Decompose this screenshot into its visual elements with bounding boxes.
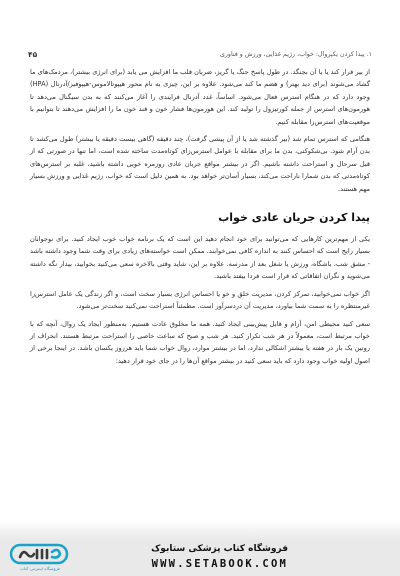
running-header [28, 50, 372, 62]
paragraph: یکی از مهم‌ترین کارهایی که می‌توانید برای خود انجام دهید این است که یک برنامه خواب خوب ایجاد کنید. برای نوجوانان بسیار رایج است که احساس کنند به اندازه کافی نمی‌خوابند. ممکن است خواسته‌های زیادی برای وقت شما وجود داشته باشد - مشق شب، باشگاه، ورزش یا شغل بعد از مدرسه. علاوه بر این، شاید وقتی بالاخره سعی می‌کنید بخوابید، بیدار نگه داشته می‌شوید و نگران اتفاقاتی که قرار است فردا بیفتد باشید. [30, 235, 370, 281]
logo-caption: فروشگاه اینترنتی کتاب [20, 566, 60, 571]
setabook-logo [8, 542, 70, 574]
store-footer [0, 539, 400, 576]
paragraph: از بیر فرار کند یا با آن بجنگد. در طول پاسخ جنگ یا گریز، ضربان قلب ما افزایش می یابد (برای انرژی بیشتر)، مردمک‌های ما گشاد می‌شوند (برای دید بهتر) و هضم ما کند می‌شود. علاوه بر این، چیزی به نام محور هیپوتالاموس-هیپوفیز/آدرنال (HPA) وجود دارد که در هنگام استرس فعال می‌شود. اساساً، غدد آدرنال فرایندی را آغاز می‌کنند که به بدن سیگنال می‌دهد تا هورمون‌های استرس از جمله کورتیزول را تولید کند. این هورمون‌ها فشار خون و قند خون ما را افزایش می‌دهند تا بتوانیم با موقعیت‌های استرس‌زا مقابله کنیم. [30, 68, 370, 126]
page-body [30, 66, 370, 367]
footer-fade [0, 520, 400, 540]
chapter-title: ۱. پیدا کردن یکپروال: خواب، رژیم غذایی، ورزش و فناوری [219, 51, 372, 58]
store-url-link[interactable]: WWW.SETABOOK.COM [151, 558, 288, 570]
page-number: ۴۵ [28, 50, 38, 59]
section-heading: پیدا کردن جریان عادی خواب [218, 211, 370, 225]
store-name: فروشگاه کتاب پزشکی ستابوک [151, 544, 288, 554]
paragraph: اگر خواب نمی‌خوابید، تمرکز کردن، مدیریت خلق و خو یا احساس انرژی بسیار سخت است، و اگر زندگی یک عامل استرس‌زا غیرمنتظره را به سمت شما بیاورد، مدیریت آن دردسرآور است. مطمئناً استراحت نمی‌کنید سخت‌تر می‌شود. [30, 289, 370, 311]
paragraph: هنگامی که استرس تمام شد (بیر گذشته شد یا از آن پیشی گرفت)، چند دقیقه (گاهی بیست دقیقه یا بیشتر) طول می‌کشد تا بدن آرام شود. بی‌شکوکتی، بدن ما برای مقابله با عوامل استرس‌زای کوتاه‌مدت ساخته شده است، اما تنها در صورتی که از قبل سرحال و استراحت داشته باشیم. اگر در بیشتر مواقع جریان عادی روزمره خوبی داشته باشید، غلبه بر استرس‌های کوتاه‌مدتی که بدن شمارا ناراحت می‌کند، بسیار آسان‌تر خواهد بود. به همین دلیل است که خواب، رژیم غذایی و ورزش بسیار مهم هستند. [30, 135, 370, 193]
paragraph: سعی کنید محیطی امن، آرام و قابل پیش‌بینی ایجاد کنید. همه ما مخلوق عادت هستیم. به‌منظور ایجاد یک روال، آنچه که با خواب مرتبط است، معمولاً در هر شب تکرار کنید. هر شب و صبح که ساعت خاصی را استراحت مرتبط هستند. انحراف از روتین یک بار در هفته یا بیشتر اشکالی ندارد، اما در بیشتر موارد، روال خواب شما باید هرروز یکسان باشد. در اینجا برخی از اصول اولیه خواب وجود دارد که باید سعی کنید در بیشتر مواقع آن‌ها را در جای خود قرار دهید: [30, 319, 370, 365]
logo-mark-icon [8, 542, 70, 566]
